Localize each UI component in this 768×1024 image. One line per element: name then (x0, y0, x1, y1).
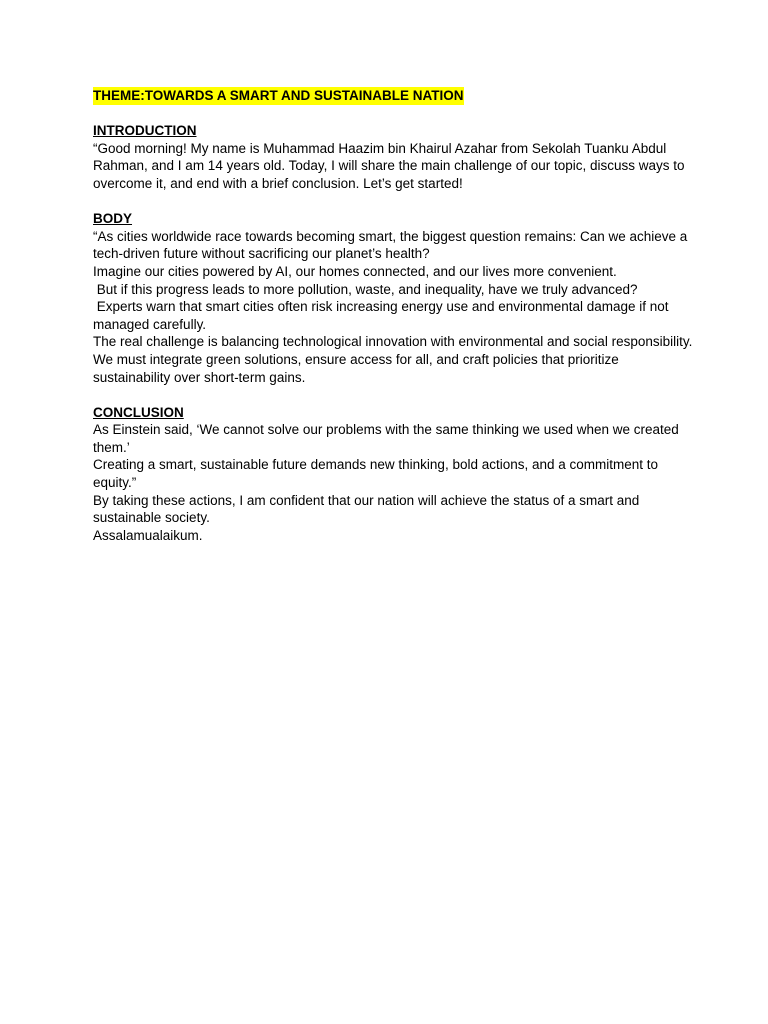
section-conclusion (93, 404, 693, 545)
paragraph: We must integrate green solutions, ensure access for all, and craft policies that prioritize sustainability over short-term gains. (93, 351, 619, 385)
paragraph: But if this progress leads to more pollution, waste, and inequality, have we truly advanced? (93, 281, 638, 297)
paragraph: By taking these actions, I am confident that our nation will achieve the status of a smart and sustainable society. (93, 492, 640, 526)
section-heading-introduction: INTRODUCTION (93, 123, 197, 139)
document-page (93, 87, 693, 562)
section-heading-conclusion: CONCLUSION (93, 404, 184, 420)
paragraph: “As cities worldwide race towards becoming smart, the biggest question remains: Can we achieve a tech-driven future without sacrificing our planet’s health? (93, 228, 688, 262)
paragraph: As Einstein said, ‘We cannot solve our problems with the same thinking we used when we created them.’ (93, 422, 679, 455)
paragraph: Creating a smart, sustainable future demands new thinking, bold actions, and a commitment to equity.” (93, 457, 659, 491)
paragraph: Imagine our cities powered by AI, our homes connected, and our lives more convenient. (93, 263, 617, 279)
paragraph: “Good morning! My name is Muhammad Haazim bin Khairul Azahar from Sekolah Tuanku Abdul Rahman, and I am 14 years old. Today, I will share the main challenge of our topic, discuss ways to overcome it, and end with a brief conclusion. Let’s get started! (93, 140, 685, 191)
title-line (93, 87, 693, 105)
section-body (93, 210, 693, 386)
paragraph: Experts warn that smart cities often risk increasing energy use and environmental damage if not managed carefully. (93, 299, 673, 332)
section-introduction (93, 122, 693, 192)
section-heading-body: BODY (93, 211, 133, 227)
document-title: THEME:TOWARDS A SMART AND SUSTAINABLE NATION (93, 88, 464, 103)
paragraph: Assalamualaikum. (93, 527, 203, 543)
paragraph: The real challenge is balancing technological innovation with environmental and social responsibility. (93, 334, 693, 350)
